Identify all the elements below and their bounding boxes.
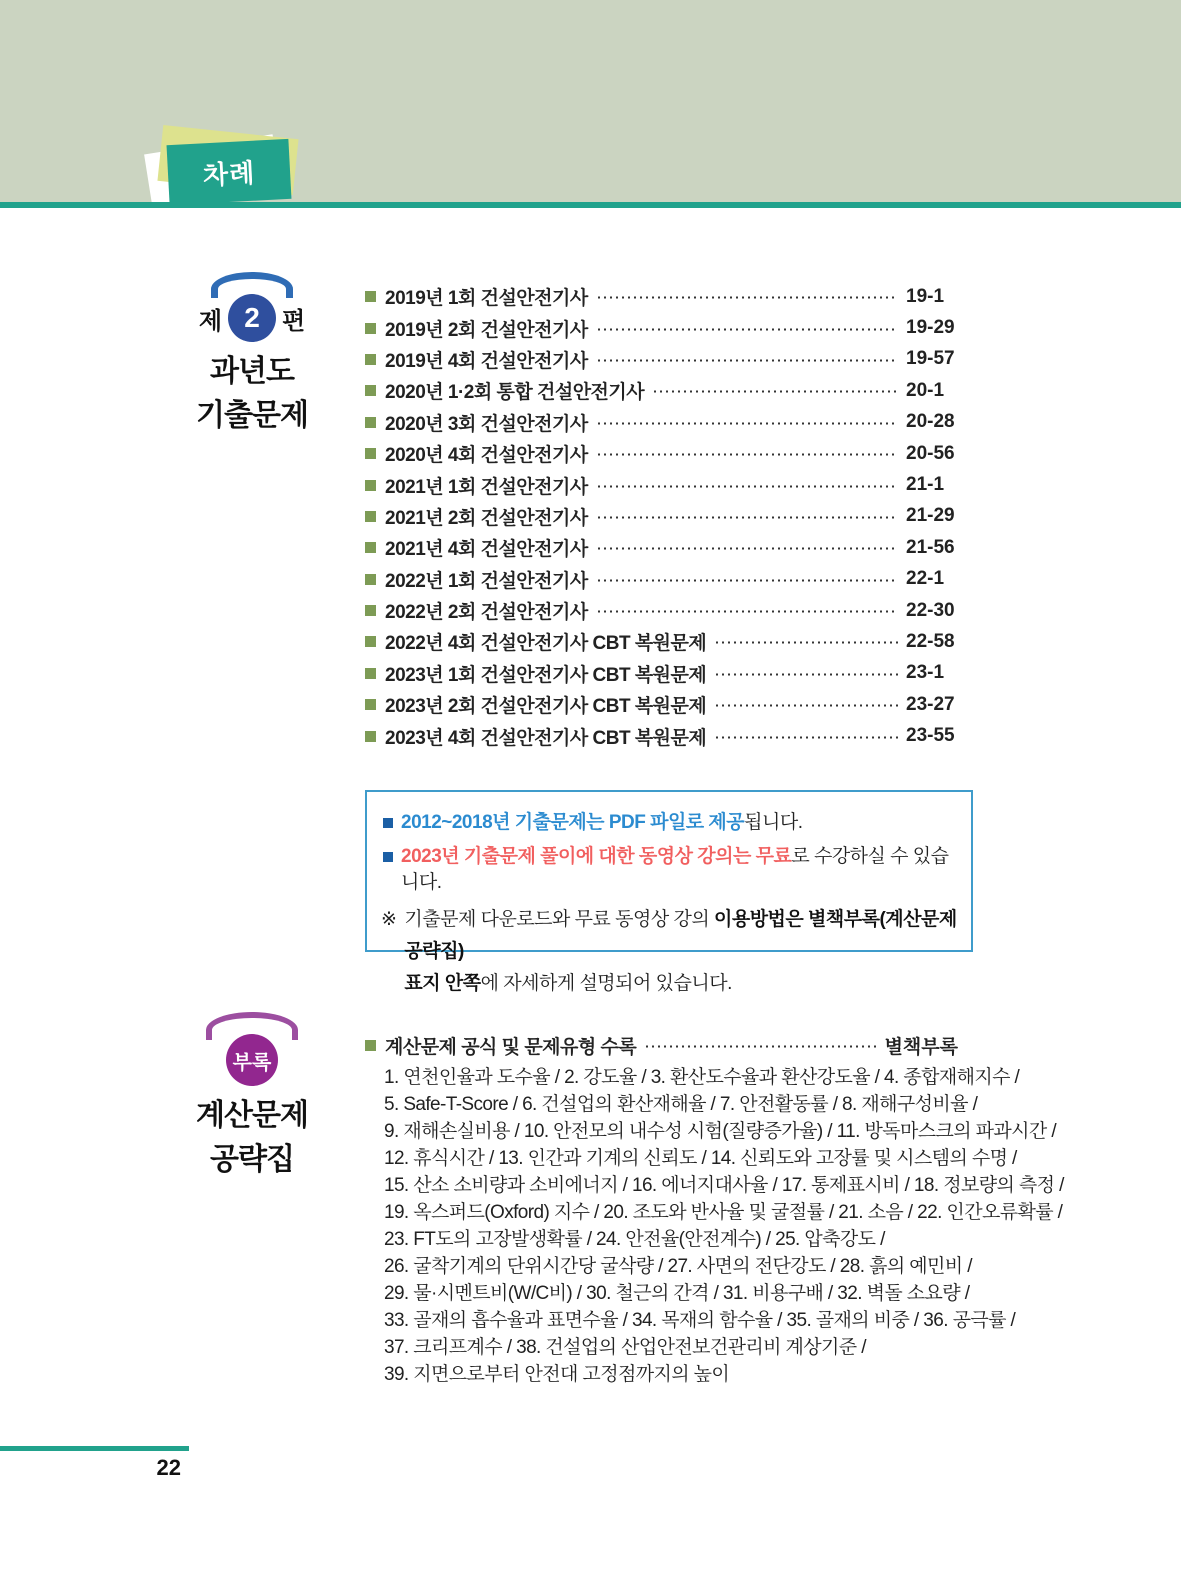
info-note-rest: 로 수강하실 수 있습니다. — [401, 846, 949, 893]
dotted-leader — [652, 390, 898, 393]
toc-label: 2019년 1회 건설안전기사 — [385, 288, 588, 310]
topic-line: 33. 골재의 흡수율과 표면수율 / 34. 목재의 함수율 / 35. 골재의 비중 / 36. 공극률 / — [384, 1310, 1016, 1331]
appendix-page-ref: 별책부록 — [884, 1036, 958, 1058]
dotted-leader — [596, 453, 898, 456]
bullet-square-icon — [365, 323, 376, 334]
toc-page-ref: 19-1 — [906, 285, 945, 307]
part2-title — [172, 350, 332, 438]
bullet-square-icon — [365, 354, 376, 365]
toc-page-ref: 23-27 — [906, 693, 955, 715]
toc-page-ref: 21-56 — [906, 536, 955, 558]
bullet-square-icon — [365, 480, 376, 491]
tab-flag — [167, 139, 292, 205]
dotted-leader — [714, 736, 898, 739]
info-note-highlight: 2023년 기출문제 풀이에 대한 동영상 강의는 무료 — [401, 846, 792, 867]
topic-line: 29. 물·시멘트비(W/C비) / 30. 철근의 간격 / 31. 비용구배 / 32. 벽돌 소요량 / — [384, 1283, 970, 1304]
appendix-title-line2: 공략집 — [210, 1143, 294, 1176]
dotted-leader — [596, 516, 898, 519]
toc-row — [365, 312, 958, 343]
badge-suffix: 편 — [282, 307, 306, 335]
dotted-leader — [596, 485, 898, 488]
topic-line: 37. 크리프계수 / 38. 건설업의 산업안전보건관리비 계상기준 / — [384, 1337, 866, 1358]
toc-page-ref: 22-30 — [906, 599, 955, 621]
toc-label: 2022년 4회 건설안전기사 CBT 복원문제 — [385, 633, 707, 655]
toc-row — [365, 407, 958, 438]
dotted-leader — [596, 359, 898, 362]
howto-line1-bold: 이용방법은 별책부록(계산문제 공략집) — [404, 909, 957, 962]
dotted-leader — [596, 296, 898, 299]
toc-page-ref: 22-58 — [906, 630, 955, 652]
toc-label: 2021년 2회 건설안전기사 — [385, 507, 588, 529]
topic-line: 23. FT도의 고장발생확률 / 24. 안전율(안전계수) / 25. 압축강도 / — [384, 1229, 885, 1250]
toc-row — [365, 501, 958, 532]
toc-page-ref: 22-1 — [906, 568, 945, 590]
bullet-square-icon — [365, 731, 376, 742]
dotted-leader — [644, 1045, 876, 1048]
toc-page-ref: 20-1 — [906, 379, 945, 401]
info-note-video — [381, 844, 957, 896]
bullet-square-icon — [383, 818, 393, 828]
toc-page-ref: 21-1 — [906, 474, 945, 496]
toc-label: 2022년 1회 건설안전기사 — [385, 570, 588, 592]
header-band — [0, 0, 1181, 208]
toc-page-ref: 19-57 — [906, 348, 955, 370]
toc-page-ref: 20-56 — [906, 442, 955, 464]
topic-line: 5. Safe-T-Score / 6. 건설업의 환산재해율 / 7. 안전활동률 / 8. 재해구성비율 / — [384, 1094, 978, 1115]
part2-badge — [172, 272, 332, 438]
toc-label: 2022년 2회 건설안전기사 — [385, 602, 588, 624]
toc-row — [365, 344, 958, 375]
page-number: 22 — [156, 1455, 181, 1480]
badge-prefix: 제 — [198, 307, 222, 335]
info-note-pdf — [381, 810, 957, 836]
toc-page-ref: 23-1 — [906, 662, 945, 684]
toc-page-ref: 20-28 — [906, 411, 955, 433]
toc-row — [365, 1033, 958, 1057]
appendix-topic-list — [384, 1064, 1064, 1388]
toc-label: 2019년 4회 건설안전기사 — [385, 350, 588, 372]
bullet-square-icon — [383, 852, 393, 862]
bullet-square-icon — [365, 542, 376, 553]
dotted-leader — [596, 328, 898, 331]
info-note-howto — [381, 904, 957, 1000]
topic-line: 15. 산소 소비량과 소비에너지 / 16. 에너지대사율 / 17. 통제표시비 / 18. 정보량의 측정 / — [384, 1175, 1064, 1196]
toc-row — [365, 375, 958, 406]
footer-rule — [0, 1446, 189, 1451]
appendix-badge — [172, 1012, 332, 1182]
dotted-leader — [596, 579, 898, 582]
toc-page-ref: 23-55 — [906, 725, 955, 747]
toc-label: 2023년 4회 건설안전기사 CBT 복원문제 — [385, 727, 707, 749]
toc-row — [365, 720, 958, 751]
toc-label: 2023년 1회 건설안전기사 CBT 복원문제 — [385, 664, 707, 686]
bullet-square-icon — [365, 1040, 376, 1051]
topic-line: 9. 재해손실비용 / 10. 안전모의 내수성 시험(질량증가율) / 11. 방독마스크의 파과시간 / — [384, 1121, 1057, 1142]
appendix-title-line1: 계산문제 — [196, 1099, 308, 1132]
appendix-header — [365, 1033, 958, 1057]
bullet-square-icon — [365, 417, 376, 428]
bullet-square-icon — [365, 699, 376, 710]
topic-line: 19. 옥스퍼드(Oxford) 지수 / 20. 조도와 반사율 및 굴절률 / 21. 소음 / 22. 인간오류확률 / — [384, 1202, 1063, 1223]
dotted-leader — [714, 673, 898, 676]
dotted-leader — [714, 641, 898, 644]
info-note-highlight: 2012~2018년 기출문제는 PDF 파일로 제공 — [401, 812, 745, 833]
toc-page-ref: 19-29 — [906, 317, 955, 339]
bullet-square-icon — [365, 291, 376, 302]
toc-row — [365, 281, 958, 312]
info-box — [365, 790, 973, 994]
toc-label: 2021년 4회 건설안전기사 — [385, 539, 588, 561]
toc-row — [365, 438, 958, 469]
toc-row — [365, 626, 958, 657]
topic-line: 12. 휴식시간 / 13. 인간과 기계의 신뢰도 / 14. 신뢰도와 고장률 및 시스템의 수명 / — [384, 1148, 1017, 1169]
toc-row — [365, 532, 958, 563]
howto-line1-regular: 기출문제 다운로드와 무료 동영상 강의 — [404, 909, 714, 930]
appendix-header-label: 계산문제 공식 및 문제유형 수록 — [385, 1036, 637, 1058]
header-rule — [0, 202, 1181, 208]
info-note-rest: 됩니다. — [744, 812, 803, 833]
toc-row — [365, 564, 958, 595]
chapter-tab — [140, 128, 315, 208]
dotted-leader — [596, 422, 898, 425]
toc-page-ref: 21-29 — [906, 505, 955, 527]
topic-line: 1. 연천인율과 도수율 / 2. 강도율 / 3. 환산도수율과 환산강도율 / 4. 종합재해지수 / — [384, 1067, 1020, 1088]
toc-row — [365, 689, 958, 720]
bullet-square-icon — [365, 448, 376, 459]
part-number-row — [172, 294, 332, 342]
appendix-title — [172, 1094, 332, 1182]
topic-line: 26. 굴착기계의 단위시간당 굴삭량 / 27. 사면의 전단강도 / 28. 흙의 예민비 / — [384, 1256, 972, 1277]
toc-row — [365, 658, 958, 689]
toc-list — [365, 281, 958, 752]
appendix-circle: 부록 — [226, 1034, 278, 1086]
part2-title-line1: 과년도 — [210, 355, 294, 388]
toc-label: 2020년 4회 건설안전기사 — [385, 445, 588, 467]
bullet-square-icon — [365, 574, 376, 585]
toc-label: 2019년 2회 건설안전기사 — [385, 319, 588, 341]
dotted-leader — [714, 704, 898, 707]
bullet-square-icon — [365, 636, 376, 647]
toc-row — [365, 469, 958, 500]
bullet-square-icon — [365, 385, 376, 396]
bullet-square-icon — [365, 605, 376, 616]
dotted-leader — [596, 610, 898, 613]
toc-label: 2020년 1·2회 통합 건설안전기사 — [385, 382, 645, 404]
toc-label: 2020년 3회 건설안전기사 — [385, 413, 588, 435]
bullet-square-icon — [365, 511, 376, 522]
toc-label: 2021년 1회 건설안전기사 — [385, 476, 588, 498]
topic-line: 39. 지면으로부터 안전대 고정점까지의 높이 — [384, 1364, 730, 1385]
part-number-circle: 2 — [228, 294, 276, 342]
toc-label: 2023년 2회 건설안전기사 CBT 복원문제 — [385, 696, 707, 718]
page-title: 차례 — [202, 157, 256, 190]
toc-row — [365, 595, 958, 626]
bullet-square-icon — [365, 668, 376, 679]
part2-title-line2: 기출문제 — [196, 399, 308, 432]
dotted-leader — [596, 547, 898, 550]
reference-mark: ※ — [381, 909, 397, 930]
howto-line2-regular: 에 자세하게 설명되어 있습니다. — [480, 973, 732, 994]
howto-line2-bold: 표지 안쪽 — [404, 973, 481, 994]
